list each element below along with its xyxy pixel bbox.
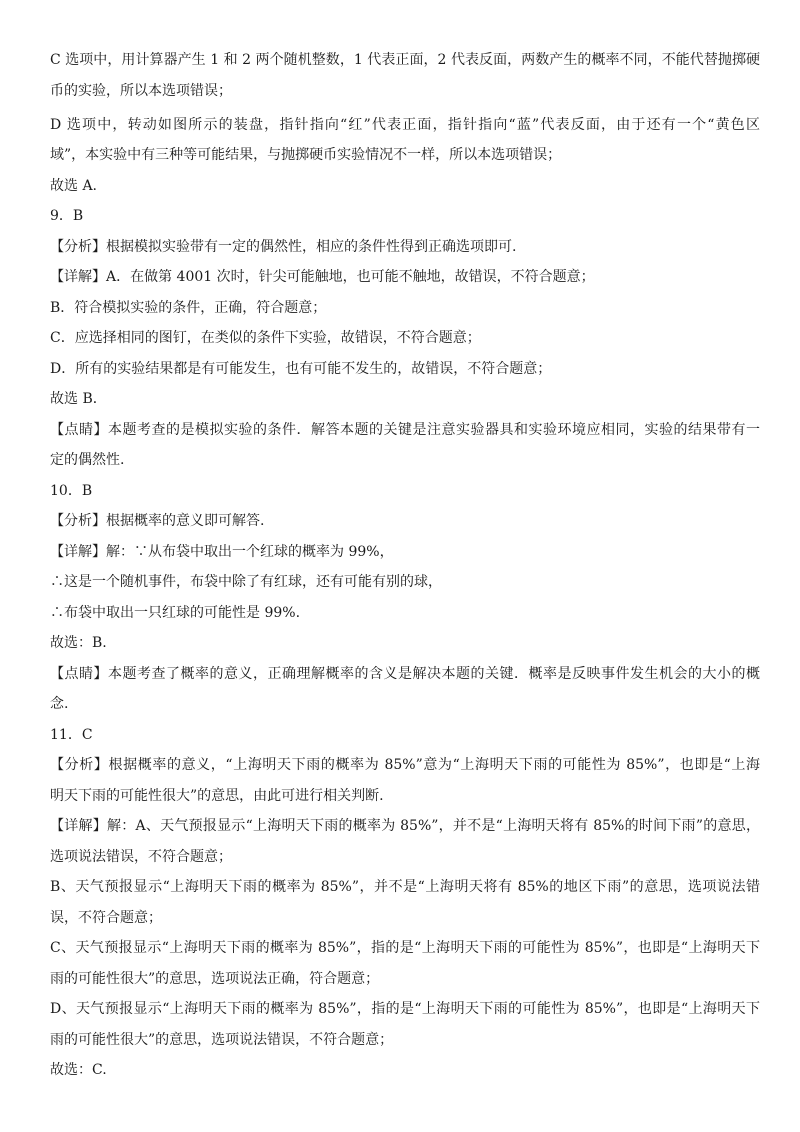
text-line-34: 故选：C. [50, 1062, 107, 1078]
text-line-12: 故选 B． [50, 391, 107, 407]
text-line-3: D 选项中，转动如图所示的装盘，指针指向“红”代表正面，指针指向“蓝”代表反面，由于还有一个“黄色区 [50, 117, 760, 133]
text-line-2: 币的实验，所以本选项错误； [50, 83, 232, 99]
text-line-18: ∴这是一个随机事件，布袋中除了有红球，还有可能有别的球， [50, 574, 442, 590]
text-line-24: 【分析】根据概率的意义，“上海明天下雨的概率为 85%”意为“上海明天下雨的可能性为 85%”，也即是“上海 [50, 757, 760, 773]
text-line-25: 明天下雨的可能性很大”的意思，由此可进行相关判断. [50, 788, 384, 804]
text-line-16: 【分析】根据概率的意义即可解答. [50, 513, 265, 529]
text-line-31: 雨的可能性很大”的意思，选项说法正确，符合题意； [50, 971, 380, 987]
text-line-9: B．符合模拟实验的条件，正确，符合题意； [50, 300, 327, 316]
text-line-13: 【点睛】本题考查的是模拟实验的条件．解答本题的关键是注意实验器具和实验环境应相同，实验的结果带有一 [50, 422, 760, 438]
text-line-19: ∴布袋中取出一只红球的可能性是 99%. [50, 605, 301, 621]
text-line-10: C．应选择相同的图钉，在类似的条件下实验，故错误，不符合题意； [50, 330, 481, 346]
text-line-11: D．所有的实验结果都是有可能发生，也有可能不发生的，故错误，不符合题意； [50, 361, 552, 377]
text-line-28: B、天气预报显示“上海明天下雨的概率为 85%”，并不是“上海明天将有 85%的地区下雨”的意思，选项说法错 [50, 879, 760, 895]
question-number: 11．C [50, 727, 93, 743]
text-line-33: 雨的可能性很大”的意思，选项说法错误，不符合题意； [50, 1032, 394, 1048]
text-line-20: 故选：B. [50, 635, 107, 651]
text-line-17: 【详解】解：∵从布袋中取出一个红球的概率为 99%， [50, 544, 394, 560]
text-line-22: 念. [50, 696, 69, 712]
text-line-27: 选项说法错误，不符合题意； [50, 849, 232, 865]
text-line-32: D、天气预报显示“上海明天下雨的概率为 85%”，指的是“上海明天下雨的可能性为 85%”，也即是“上海明天下 [50, 1001, 760, 1017]
question-number: 10．B [50, 483, 93, 499]
text-line-21: 【点睛】本题考查了概率的意义，正确理解概率的含义是解决本题的关键．概率是反映事件发生机会的大小的概 [50, 666, 760, 682]
text-line-1: C 选项中，用计算器产生 1 和 2 两个随机整数，1 代表正面，2 代表反面，两数产生的概率不同，不能代替抛掷硬 [50, 52, 760, 68]
question-number: 9．B [50, 208, 84, 224]
text-line-8: 【详解】A．在做第 4001 次时，针尖可能触地，也可能不触地，故错误，不符合题意； [50, 269, 595, 285]
text-line-14: 定的偶然性. [50, 452, 125, 468]
text-line-5: 故选 A. [50, 178, 98, 194]
text-line-26: 【详解】解：A、天气预报显示“上海明天下雨的概率为 85%”，并不是“上海明天将有 85%的时间下雨”的意思， [50, 818, 760, 834]
text-line-30: C、天气预报显示“上海明天下雨的概率为 85%”，指的是“上海明天下雨的可能性为 85%”，也即是“上海明天下 [50, 940, 760, 956]
text-line-4: 域”，本实验中有三种等可能结果，与抛掷硬币实验情况不一样，所以本选项错误； [50, 147, 562, 163]
text-line-29: 误，不符合题意； [50, 910, 162, 926]
text-line-7: 【分析】根据模拟实验带有一定的偶然性，相应的条件性得到正确选项即可. [50, 239, 517, 255]
